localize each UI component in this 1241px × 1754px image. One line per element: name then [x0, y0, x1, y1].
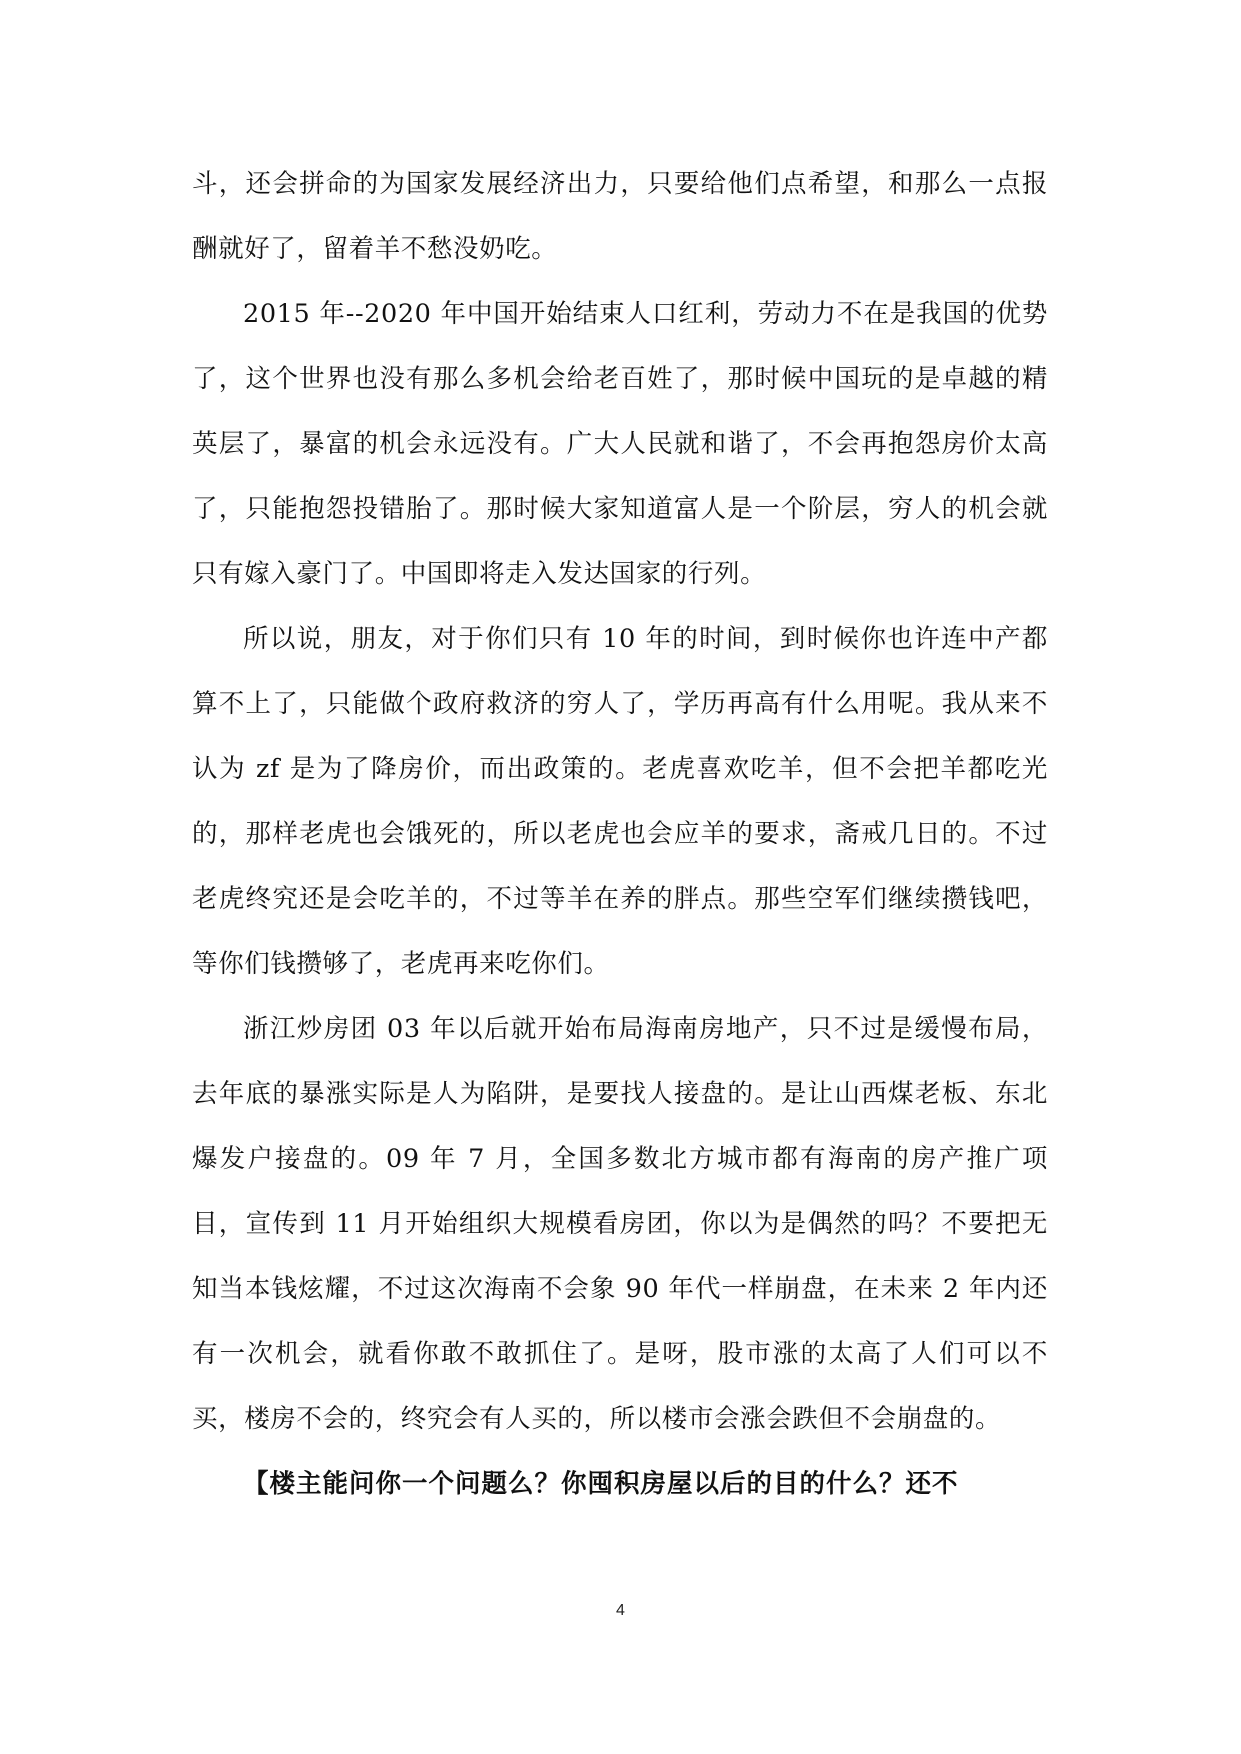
paragraph-5-bold-question: 【楼主能问你一个问题么？你囤积房屋以后的目的什么？还不: [243, 1469, 959, 1499]
paragraph-2: 2015 年--2020 年中国开始结束人口红利，劳动力不在是我国的优势了，这个世界也没有那么多机会给老百姓了，那时候中国玩的是卓越的精英层了，暴富的机会永远没有。广大人民就和谐了，不会再抱怨房价太高了，只能抱怨投错胎了。那时候大家知道富人是一个阶层，穷人的机会就只有嫁入豪门了。中国即将走入发达国家的行列。: [192, 299, 1048, 589]
paragraph-4: 浙江炒房团 03 年以后就开始布局海南房地产，只不过是缓慢布局，去年底的暴涨实际是人为陷阱，是要找人接盘的。是让山西煤老板、东北爆发户接盘的。09 年 7 月，全国多数北方城市都有海南的房产推广项目，宣传到 11 月开始组织大规模看房团，你以为是偶然的吗？不要把无知当本钱炫耀，不过这次海南不会象 90 年代一样崩盘，在未来 2 年内还有一次机会，就看你敢不敢抓住了。是呀，股市涨的太高了人们可以不买，楼房不会的，终究会有人买的，所以楼市会涨会跌但不会崩盘的。: [192, 1014, 1048, 1434]
document-body: [192, 152, 1048, 1517]
paragraph-3: 所以说，朋友，对于你们只有 10 年的时间，到时候你也许连中产都算不上了，只能做个政府救济的穷人了，学历再高有什么用呢。我从来不认为 zf 是为了降房价，而出政策的。老虎喜欢吃羊，但不会把羊都吃光的，那样老虎也会饿死的，所以老虎也会应羊的要求，斋戒几日的。不过老虎终究还是会吃羊的，不过等羊在养的胖点。那些空军们继续攒钱吧，等你们钱攒够了，老虎再来吃你们。: [192, 624, 1048, 979]
page-number: 4: [616, 1602, 625, 1619]
paragraph-1: 斗，还会拼命的为国家发展经济出力，只要给他们点希望，和那么一点报酬就好了，留着羊不愁没奶吃。: [192, 169, 1048, 264]
